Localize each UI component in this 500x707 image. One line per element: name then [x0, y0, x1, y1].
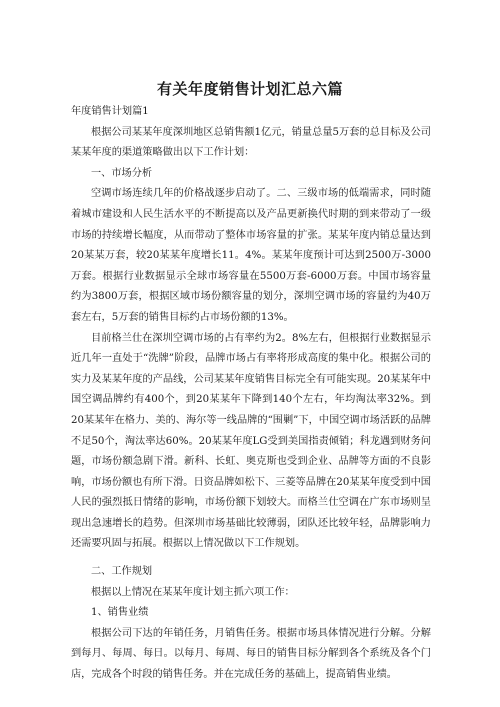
plan-paragraph: 根据以上情况在某某年度计划主抓六项工作： — [91, 586, 295, 598]
market-paragraph-1: 空调市场连续几年的价格战逐步启动了。二、三级市场的低端需求，同时随着城市建设和人民生活水平的不断提高以及产品更新换代时期的到来带动了一级市场的持续增长幅度，从而带动了整体市场容量的扩张。某某年度内销总量达到20某某万套，较20某某年度增长11。4%。某某年度预计可达到2500万-3000万套。根据行业数据显示全球市场容量在5500万套-6000万套。中国市场容量约为3800万套，根据区域市场份额容量的划分，深圳空调市场的容量约为40万套左右，5万套的销售目标约占市场份额的13%。 — [71, 188, 431, 323]
item1-heading: 1、销售业绩 — [91, 607, 149, 619]
document-body — [71, 102, 431, 686]
market-paragraph-2: 目前格兰仕在深圳空调市场的占有率约为2。8%左右，但根据行业数据显示近几年一直处于“洗牌”阶段，品牌市场占有率将形成高度的集中化。根据公司的实力及某某年度的产品线，公司某某年度销售目标完全有可能实现。20某某年中国空调品牌约有400个，到20某某年下降到140个左右，年均淘汰率32%。到20某某年在格力、美的、海尔等一线品牌的“围剿”下，中国空调市场活跃的品牌不足50个，淘汰率达60%。20某某年度LG受到美国指责倾销；科龙遇到财务问题，市场份额急剧下滑。新科、长虹、奥克斯也受到企业、品牌等方面的不良影响，市场份额也有所下滑。日资品牌如松下、三菱等品牌在20某某年度受到中国人民的强烈抵日情绪的影响，市场份额下划较大。而格兰仕空调在广东市场则呈现出急速增长的趋势。但深圳市场基础比较薄弱，团队还比较年轻，品牌影响力还需要巩固与拓展。根据以上情况做以下工作规划。 — [71, 332, 431, 550]
document-title: 有关年度销售计划汇总六篇 — [156, 80, 343, 98]
section2-heading: 二、工作规划 — [91, 566, 153, 578]
intro-paragraph: 根据公司某某年度深圳地区总销售额1亿元，销量总量5万套的总目标及公司某某年度的渠道策略做出以下工作计划： — [71, 126, 431, 159]
sales-paragraph: 根据公司下达的年销任务，月销售任务。根据市场具体情况进行分解。分解到每月、每周、每日。以每月、每周、每日的销售目标分解到各个系统及各个门店，完成各个时段的销售任务。并在完成任务的基础上，提高销售业绩。 — [71, 627, 431, 681]
document-subtitle: 年度销售计划篇1 — [71, 106, 149, 117]
section1-heading: 一、市场分析 — [91, 167, 153, 179]
